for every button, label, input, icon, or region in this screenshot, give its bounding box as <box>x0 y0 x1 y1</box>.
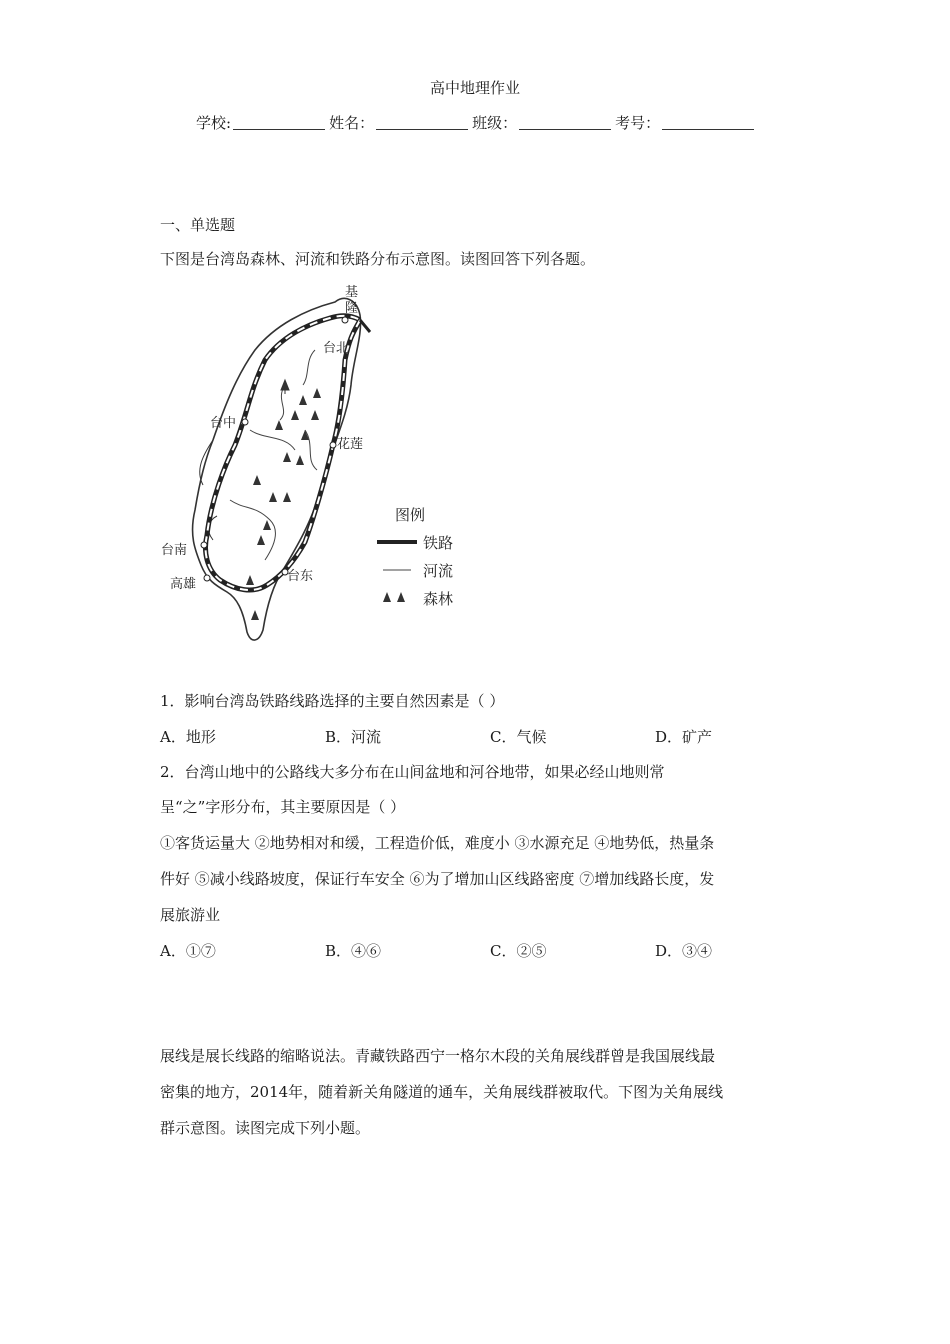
school-blank <box>233 115 325 130</box>
city-label-keelung-1: 基 <box>345 285 359 300</box>
group2-line1: 展线是展长线路的缩略说法。青藏铁路西宁一格尔木段的关角展线群曾是我国展线最 <box>160 1047 716 1065</box>
q1-option-a[interactable]: A．地形 <box>160 728 216 746</box>
legend-forest: 森林 <box>423 590 454 608</box>
group1-intro: 下图是台湾岛森林、河流和铁路分布示意图。读图回答下列各题。 <box>160 250 596 268</box>
q2-stem-line2: 呈“之”字形分布，其主要原因是（ ） <box>160 798 406 816</box>
railway-line <box>206 316 360 590</box>
q2-option-c[interactable]: C．②⑤ <box>490 942 547 960</box>
school-label: 学校: <box>196 114 232 132</box>
q2-choices-line2: 件好 ⑤减小线路坡度，保证行车安全 ⑥为了增加山区线路密度 ⑦增加线路长度，发 <box>160 870 715 888</box>
taiwan-map-figure <box>155 280 485 655</box>
q1-option-d[interactable]: D．矿产 <box>655 728 713 746</box>
q2-stem-line1: 2．台湾山地中的公路线大多分布在山间盆地和河谷地带，如果必经山地则常 <box>160 763 665 781</box>
name-label: 姓名： <box>329 114 375 132</box>
legend-railway: 铁路 <box>423 534 454 552</box>
id-label: 考号： <box>615 114 661 132</box>
q2-option-b[interactable]: B．④⑥ <box>325 942 382 960</box>
city-label-taichung: 台中 <box>210 416 237 431</box>
group2-line2: 密集的地方，2014年，随着新关角隧道的通车，关角展线群被取代。下图为关角展线 <box>160 1083 724 1101</box>
q2-choices-line3: 展旅游业 <box>160 906 221 924</box>
q2-option-a[interactable]: A．①⑦ <box>160 942 216 960</box>
city-label-tainan: 台南 <box>161 543 188 558</box>
forest-symbols <box>246 380 321 620</box>
class-blank <box>519 115 611 130</box>
q2-choices-line1: ①客货运量大 ②地势相对和缓，工程造价低，难度小 ③水源充足 ④地势低，热量条 <box>160 834 715 852</box>
q2-option-d[interactable]: D．③④ <box>655 942 713 960</box>
q1-option-b[interactable]: B．河流 <box>325 728 382 746</box>
section-heading: 一、单选题 <box>160 216 236 234</box>
city-label-taipei: 台北 <box>323 341 350 356</box>
river-line <box>303 350 315 385</box>
city-label-taitung: 台东 <box>287 569 314 584</box>
q1-option-c[interactable]: C．气候 <box>490 728 547 746</box>
page-title: 高中地理作业 <box>429 79 520 97</box>
group2-line3: 群示意图。读图完成下列小题。 <box>160 1119 371 1137</box>
name-blank <box>376 115 468 130</box>
q1-stem: 1．影响台湾岛铁路线路选择的主要自然因素是（ ） <box>160 692 505 710</box>
class-label: 班级： <box>472 114 518 132</box>
id-blank <box>662 115 754 130</box>
student-info-line <box>196 112 756 133</box>
city-label-kaohsiung: 高雄 <box>170 577 197 592</box>
city-label-keelung-2: 隆 <box>345 301 359 316</box>
legend-title: 图例 <box>395 506 426 524</box>
city-label-hualien: 花莲 <box>337 437 364 452</box>
legend-river: 河流 <box>423 562 454 580</box>
